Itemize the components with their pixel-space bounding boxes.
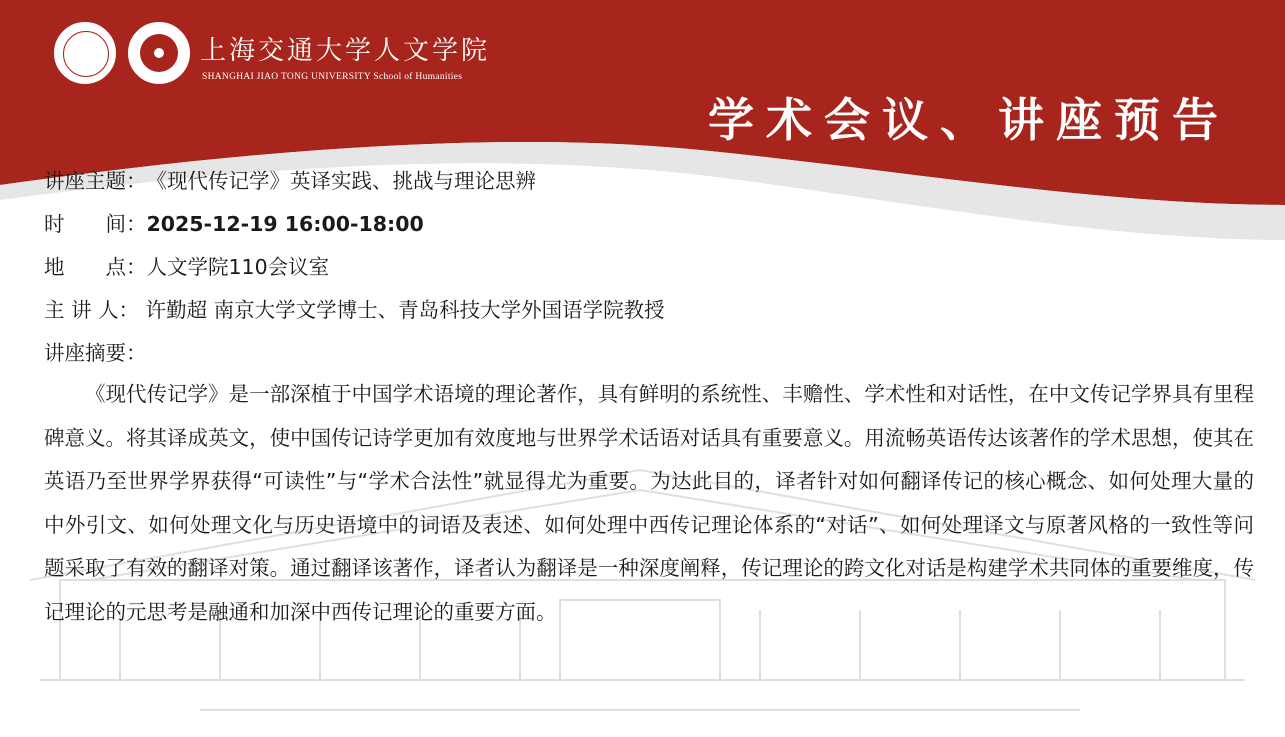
speaker-label: 主 讲 人： [44, 298, 140, 322]
time-label: 时 间： [44, 212, 147, 236]
banner-title: 学术会议、讲座预告 [708, 93, 1230, 147]
time-row [44, 203, 1254, 246]
topic-value: 《现代传记学》英译实践、挑战与理论思辨 [146, 169, 536, 193]
logo-chinese-name: 上海交通大学人文学院 [200, 36, 491, 66]
abstract-label-row [44, 332, 1254, 375]
place-row [44, 246, 1254, 289]
sjtu-seal-icon [52, 20, 118, 86]
topic-label: 讲座主题： [44, 169, 147, 193]
lecture-info [44, 160, 1254, 375]
speaker-row [44, 289, 1254, 332]
logo-english-name: SHANGHAI JIAO TONG UNIVERSITY School of Humanities [202, 72, 463, 82]
university-logo [52, 20, 491, 90]
abstract-text: 《现代传记学》是一部深植于中国学术语境的理论著作，具有鲜明的系统性、丰赡性、学术性和对话性，在中文传记学界具有里程碑意义。将其译成英文，使中国传记诗学更加有效度地与世界学术话语对话具有重要意义。用流畅英语传达该著作的学术思想，使其在英语乃至世界学界获得“可读性”与“学术合法性”就显得尤为重要。为达此目的，译者针对如何翻译传记的核心概念、如何处理大量的中外引文、如何处理文化与历史语境中的词语及表述、如何处理中西传记理论体系的“对话”、如何处理译文与原著风格的一致性等问题采取了有效的翻译对策。通过翻译该著作，译者认为翻译是一种深度阐释，传记理论的跨文化对话是构建学术共同体的重要维度，传记理论的元思考是融通和加深中西传记理论的重要方面。 [44, 382, 1254, 624]
place-value: 人文学院110会议室 [146, 255, 330, 279]
time-value: 2025-12-19 16:00-18:00 [146, 212, 424, 236]
speaker-value: 许勤超 南京大学文学博士、青岛科技大学外国语学院教授 [139, 298, 665, 322]
topic-row [44, 160, 1254, 203]
abstract-label: 讲座摘要： [44, 341, 147, 365]
place-label: 地 点： [44, 255, 147, 279]
humanities-seal-icon [126, 20, 192, 86]
